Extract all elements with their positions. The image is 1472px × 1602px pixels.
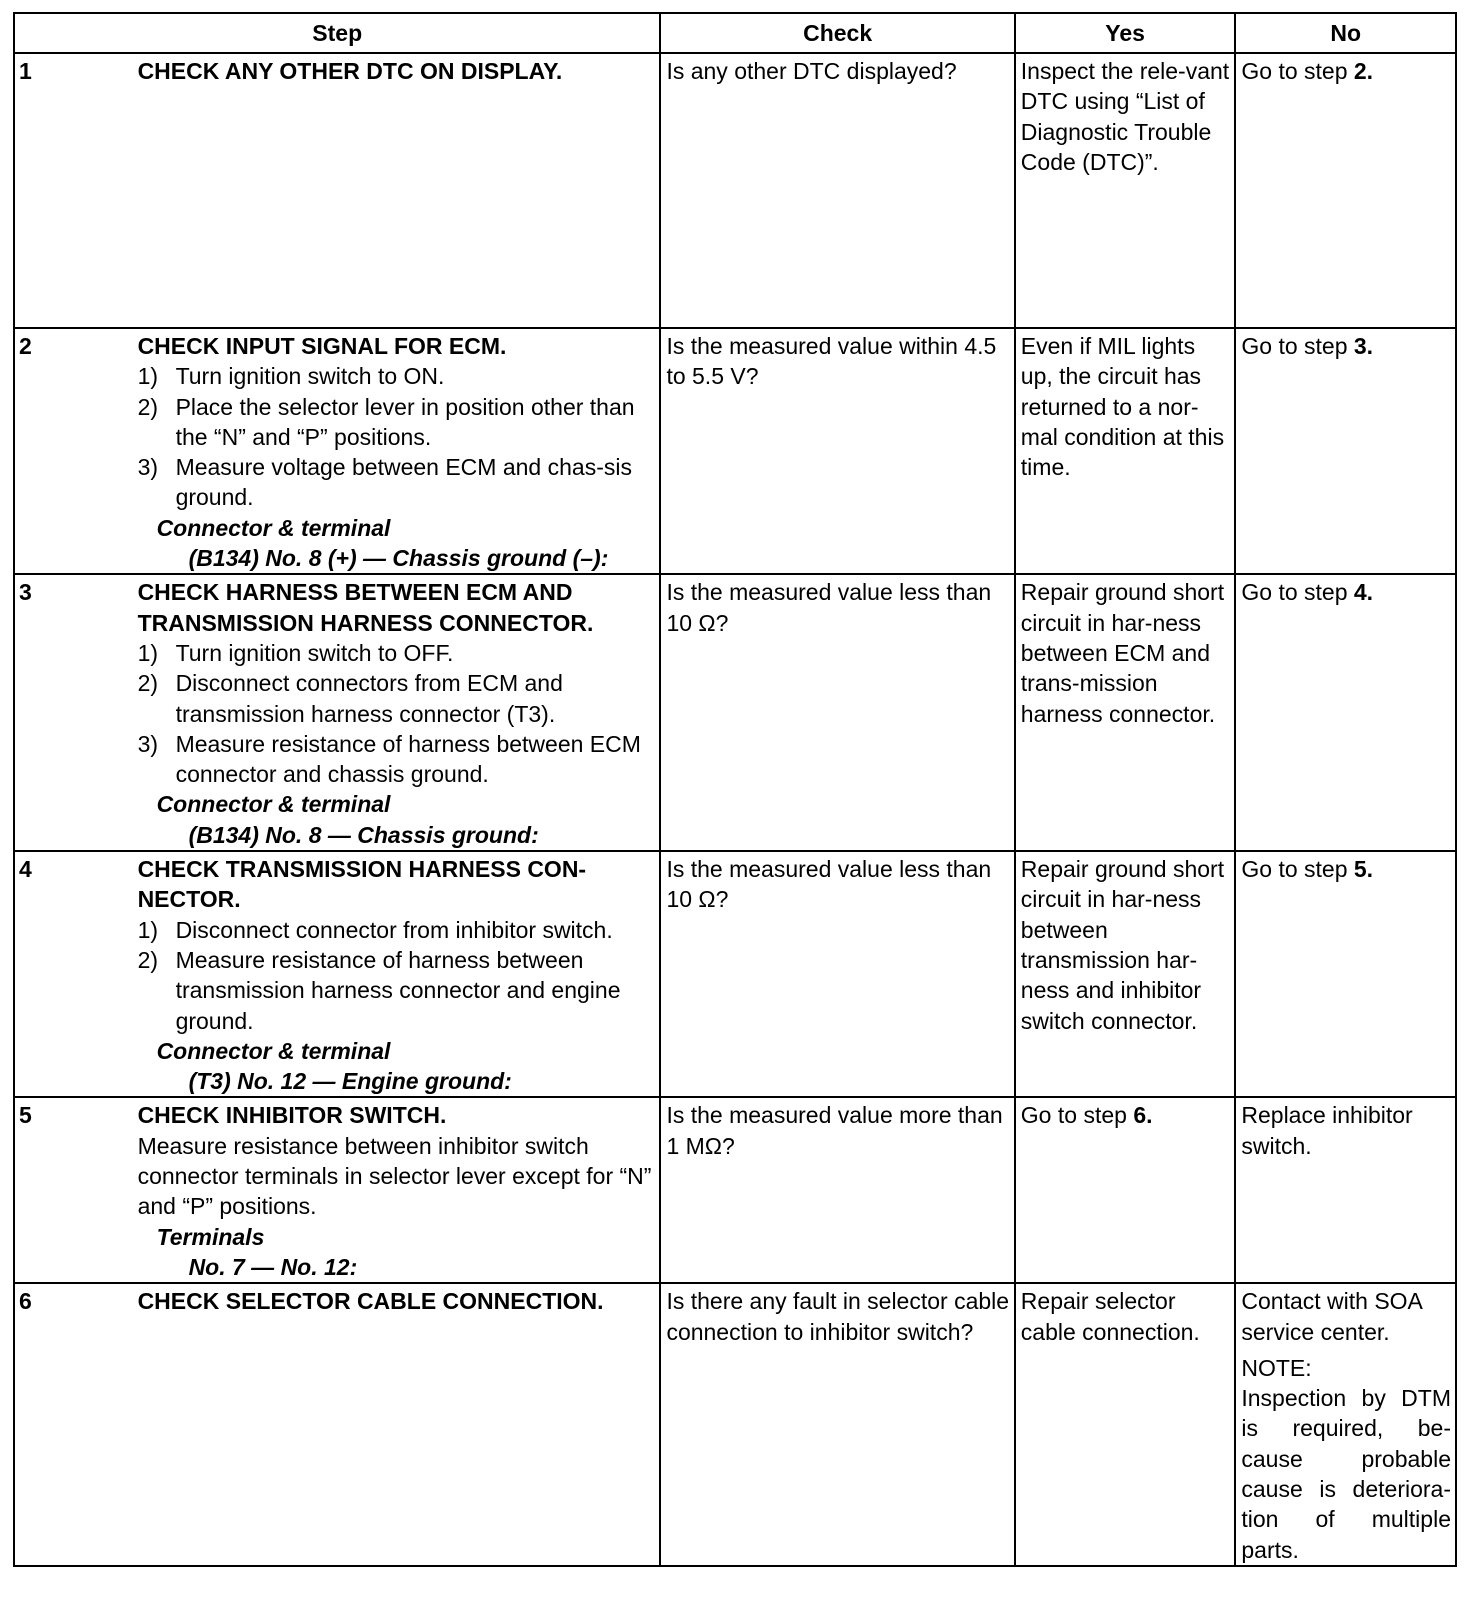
step-cell [138,851,661,1097]
step-number: 1 [14,53,138,328]
table-row [14,1097,1456,1283]
no-cell [1235,53,1456,328]
connector-label: Connector & terminal [156,1037,391,1064]
yes-cell: Inspect the rele-vant DTC using “List of Diagnostic Trouble Code (DTC)”. [1015,53,1236,328]
no-cell [1235,328,1456,574]
table-row [14,1283,1456,1566]
connector-value: (B134) No. 8 (+) — Chassis ground (–): [188,545,609,572]
sub-step: 1) Disconnect connector from inhibitor switch. [137,916,613,943]
step-title: CHECK TRANSMISSION HARNESS CON-NECTOR. [137,856,587,913]
check-cell: Is the measured value less than 10 Ω? [660,851,1014,1097]
yes-cell: Repair ground short circuit in har-ness between transmission har-ness and inhibitor switch connector. [1015,851,1236,1097]
yes-prefix: Go to step [1020,1102,1134,1129]
terminals-label: Terminals [156,1223,265,1250]
sub-step: 2) Disconnect connectors from ECM and transmission harness connector (T3). [137,670,563,727]
step-cell [138,574,661,851]
step-number: 2 [14,328,138,574]
check-cell: Is the measured value more than 1 MΩ? [660,1097,1014,1283]
no-prefix: Go to step [1241,856,1354,883]
sub-step: 3) Measure resistance of harness between ECM connector and chassis ground. [137,730,641,788]
no-step-link: 5. [1353,856,1374,883]
step-title: CHECK ANY OTHER DTC ON DISPLAY. [137,58,563,84]
step-cell [138,1097,661,1283]
step-number: 4 [14,851,138,1097]
step-title: CHECK HARNESS BETWEEN ECM AND TRANSMISSION HARNESS CONNECTOR. [137,579,594,636]
connector-value: (B134) No. 8 — Chassis ground: [188,821,539,848]
connector-value: (T3) No. 12 — Engine ground: [188,1068,512,1095]
no-prefix: Go to step [1241,58,1354,84]
diagnostic-table [13,12,1457,1567]
yes-cell: Repair selector cable connection. [1015,1283,1236,1566]
check-cell: Is the measured value less than 10 Ω? [660,574,1014,851]
header-row [14,13,1456,53]
no-cell: Replace inhibitor switch. [1235,1097,1456,1283]
step-number: 3 [14,574,138,851]
no-step-link: 3. [1353,333,1374,359]
no-text: Contact with SOA service center. [1241,1288,1422,1345]
yes-cell: Repair ground short circuit in har-ness between ECM and trans-mission harness connector. [1015,574,1236,851]
no-step-link: 2. [1353,58,1374,84]
no-cell [1235,1283,1456,1566]
terminals-value: No. 7 — No. 12: [188,1253,358,1280]
sub-step: 2) Measure resistance of harness between transmission harness connector and engine ground. [137,946,621,1034]
check-cell: Is any other DTC displayed? [660,53,1014,328]
no-cell [1235,851,1456,1097]
step-cell [138,1283,661,1566]
note-label: NOTE: [1241,1354,1312,1381]
table-row [14,328,1456,574]
yes-cell: Even if MIL lights up, the circuit has returned to a nor-mal condition at this time. [1015,328,1236,574]
header-no: No [1235,13,1456,53]
header-check: Check [660,13,1014,53]
sub-step: 2) Place the selector lever in position other than the “N” and “P” positions. [137,393,635,450]
note-text: Inspection by DTM is required, be-cause probable cause is deteriora-tion of multiple parts. [1241,1385,1451,1563]
step-body: Measure resistance between inhibitor switch connector terminals in selector lever except for “N” and “P” positions. [137,1132,652,1220]
no-prefix: Go to step [1241,579,1354,606]
table-row [14,851,1456,1097]
check-cell: Is there any fault in selector cable connection to inhibitor switch? [660,1283,1014,1566]
connector-label: Connector & terminal [156,514,391,541]
sub-step: 1) Turn ignition switch to ON. [137,363,445,390]
yes-step-link: 6. [1133,1102,1153,1129]
header-step: Step [14,13,660,53]
table-row [14,574,1456,851]
step-cell [138,53,661,328]
step-number: 5 [14,1097,138,1283]
yes-cell [1015,1097,1236,1283]
check-cell: Is the measured value within 4.5 to 5.5 V? [660,328,1014,574]
step-title: CHECK INPUT SIGNAL FOR ECM. [137,333,507,359]
header-yes: Yes [1015,13,1236,53]
connector-label: Connector & terminal [156,791,391,818]
sub-step: 3) Measure voltage between ECM and chas-sis ground. [137,454,632,511]
step-title: CHECK INHIBITOR SWITCH. [137,1102,447,1129]
no-step-link: 4. [1353,579,1374,606]
sub-step: 1) Turn ignition switch to OFF. [137,639,454,666]
table-row [14,53,1456,328]
step-title: CHECK SELECTOR CABLE CONNECTION. [137,1288,604,1315]
step-cell [138,328,661,574]
no-prefix: Go to step [1241,333,1354,359]
no-cell [1235,574,1456,851]
step-number: 6 [14,1283,138,1566]
